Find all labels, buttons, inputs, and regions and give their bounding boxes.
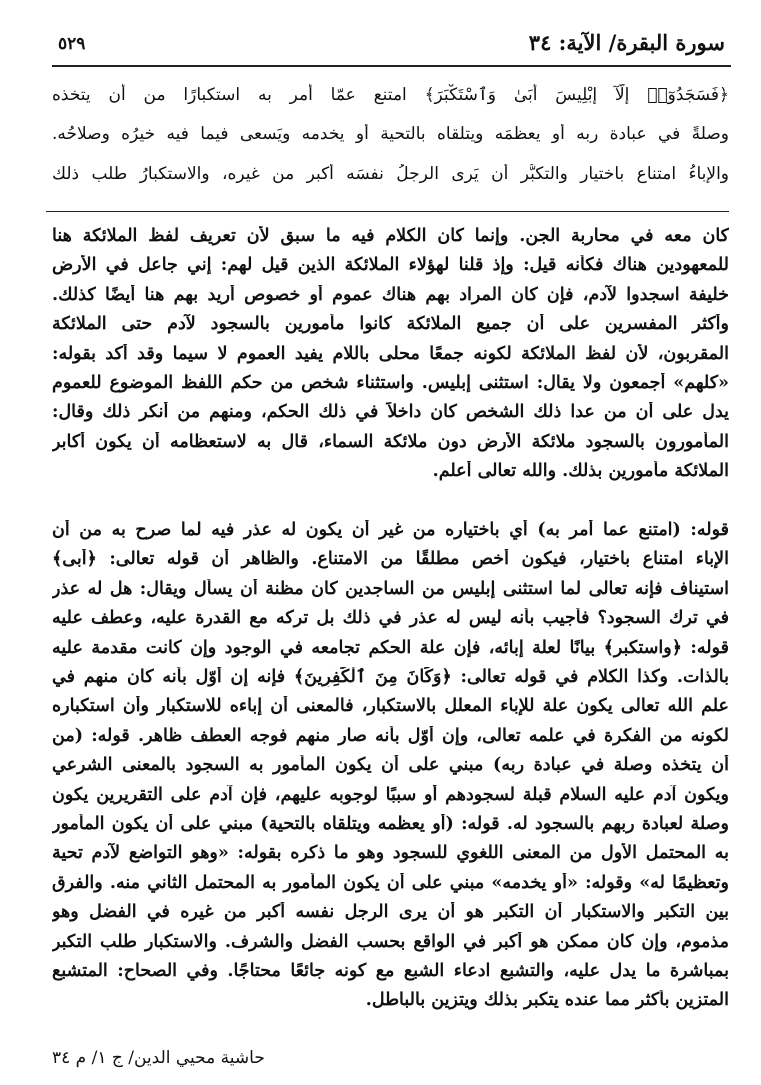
- commentary-line: وتعظيمًا له» وقوله: «أو يخدمه» مبني على أن يكون المأمور به المحتمل الثاني منه. والفرق: [52, 872, 729, 893]
- page-number: ٥٢٩: [58, 34, 86, 54]
- commentary-line: مذموم، وإن كان ممكن هو أكبر في الواقع بحسب الفضل والشرف. والاستكبار طلب التكبر: [52, 931, 729, 952]
- footer-signature: حاشية محيي الدين/ ج ١/ م ٣٤: [52, 1048, 265, 1068]
- commentary-line: بمباشرة ما يدل عليه، والتشبع ادعاء الشبع مع كونه جائعًا محتاجًا. وفي الصحاح: المتشبع: [52, 961, 729, 981]
- header-rule: [52, 65, 731, 67]
- commentary-line: علم الله تعالى يكون علة للإباء المعلل بالاستكبار، فالمعنى أن إباءه للاستكبار وأن استكباره: [52, 696, 729, 717]
- commentary-line: وصلة لعبادة ربهم بالسجود له. قوله: (أو يعظمه ويتلقاه بالتحية) مبني على أن يكون المأمور: [52, 814, 729, 834]
- commentary-line: في ترك السجود؟ فأجيب بأنه ليس له عذر في ذلك بل تركه مع القدرة عليه، وعطف عليه: [52, 608, 729, 629]
- commentary-line: ويكون آدم عليه السلام قبلة لسجودهم أو سببًا لوجوبه عليهم، فإن آدم على التقريرين يكون: [52, 784, 729, 805]
- separator-rule: [46, 211, 729, 212]
- commentary-line: المأمورون بالسجود ملائكة الأرض دون ملائكة السماء، قال به لاستعظامه أن يكون أكابر: [52, 431, 729, 452]
- commentary-line: وأكثر المفسرين على أن جميع الملائكة كانوا مأمورين بالسجود لآدم حتى الملائكة: [52, 314, 729, 335]
- commentary-line: الملائكة مأمورين بذلك. والله تعالى أعلم.: [432, 461, 729, 482]
- running-header-title: سورة البقرة/ الآية: ٣٤: [528, 30, 725, 55]
- commentary-line: أن يتخذه وصلة في عبادة ربه) مبني على أن يكون المأمور به السجود بالمعنى الشرعي: [52, 755, 729, 776]
- commentary-line: المتزين بأكثر مما عنده يتكبر بذلك ويتزين بالباطل.: [365, 990, 729, 1011]
- commentary-line: به المحتمل الأول من المعنى اللغوي للسجود وهو ما ذكره بقوله: «وهو التواضع لآدم تحية: [52, 843, 729, 864]
- commentary-line: قوله: (امتنع عما أمر به) أي باختياره من غير أن يكون له عذر فيه لما صرح به من أن: [52, 520, 729, 540]
- commentary-line: استيناف فإنه تعالى لما استثنى إبليس من الساجدين كان مظنة أن يسأل ويقال: هل له عذر: [52, 578, 729, 599]
- commentary-line: للمعهودين هناك فكأنه قيل: وإذ قلنا لهؤلاء الملائكة الذين قيل لهم: إني جاعل في الأرض: [52, 255, 729, 276]
- commentary-line: المقربون، لأن لفظ الملائكة لكونه جمعًا محلى باللام يفيد العموم لا سيما وقد أكد بقوله:: [52, 343, 729, 364]
- commentary-line: لكونه من الفكرة في علمه تعالى، وإن أوّل بأنه صار منهم فوجه العطف ظاهر. قوله: (من: [52, 725, 729, 746]
- commentary-line: بالذات. وكذا الكلام في قوله تعالى: ﴿وَكَانَ مِنَ ٱلْكَٰفِرِينَ﴾ فإنه إن أوّل بأنه كان منهم في: [52, 667, 729, 687]
- tafsir-line: ﴿فَسَجَدُوٓا۟ إِلَّآ إِبْلِيسَ أَبَىٰ وَٱسْتَكْبَرَ﴾ امتنع عمّا أمر به استكبارًا من أن يتخذه: [52, 85, 729, 105]
- commentary-line: الإباء امتناع باختيار، فيكون أخص مطلقًا من الامتناع. والظاهر أن قوله تعالى: ﴿أبى﴾: [52, 549, 729, 570]
- commentary-line: كان معه في محاربة الجن. وإنما كان الكلام فيه ما سبق لأن تعريف لفظ الملائكة هنا: [52, 226, 729, 246]
- tafsir-line: وصلةً في عبادة ربه أو يعظمَه ويتلقاه بالتحية أو يخدمه ويَسعى فيما فيه خيرُه وصلاحُه.: [52, 124, 729, 144]
- commentary-line: قوله: ﴿واستكبر﴾ بيانًا لعلة إبائه، فإن علة الحكم تجامعه في الوجود وإن كانت مقدمة عليه: [52, 637, 729, 658]
- commentary-line: «كلهم» أجمعون ولا يقال: استثنى إبليس. واستثناء شخص من حكم اللفظ الموضوع للعموم: [52, 373, 729, 393]
- commentary-line: بين التكبر والاستكبار أن التكبر هو أن يرى الرجل نفسه أكبر من غيره في الفضل وهو: [52, 902, 729, 923]
- tafsir-line: والإباءُ امتناع باختيار والتكبُّر أن يَرى الرجلُ نفسَه أكبر من غيره، والاستكبارُ طلب ذلك: [52, 164, 729, 184]
- commentary-line: خليفة اسجدوا لآدم، فإن كان المراد بهم هناك عموم أو خصوص أريد بهم هنا أيضًا كذلك.: [52, 284, 729, 305]
- commentary-line: يدل على أن من عدا ذلك الشخص كان داخلاً في ذلك الحكم، ومنهم من أنكر ذلك وقال:: [52, 402, 729, 423]
